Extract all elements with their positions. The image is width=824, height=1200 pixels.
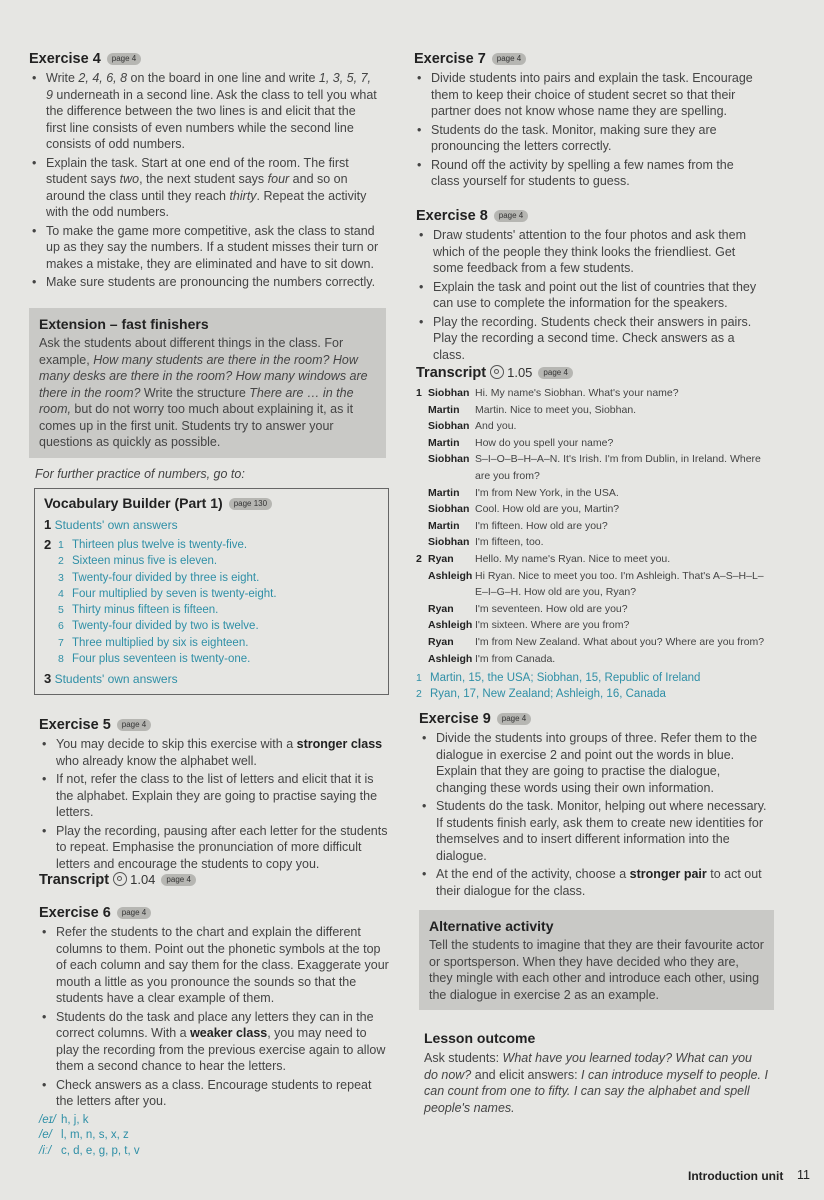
alternative-activity-heading: Alternative activity [429,918,554,934]
dialogue-line: Siobhan I'm fifteen, too. [416,534,766,551]
exercise-5-bullet-3: • Play the recording, pausing after each letter for the students to repeat. Emphasise the pronunciation of more difficult letters and encourage the students to copy you. [39,823,389,873]
dialogue-line: Siobhan S–I–O–B–H–A–N. It's Irish. I'm from Dublin, in Ireland. Where are you from? [416,451,766,484]
vocabulary-builder-box [34,488,389,695]
vb-item: 2 Sixteen minus five is eleven. [58,555,218,568]
exercise-8-heading: Exercise 8 page 4 [416,207,766,225]
speaker-name: Martin [428,436,460,449]
dialogue-line: Martin Martin. Nice to meet you, Siobhan. [416,402,766,419]
exercise-8-bullet-2: • Explain the task and point out the list of countries that they can use to complete the information for the speakers. [416,279,766,312]
phonetic-row: /iː/ c, d, e, g, p, t, v [39,1144,140,1157]
dialogue-line: Martin I'm from New York, in the USA. [416,485,766,502]
exercise-8 [416,207,766,363]
lesson-outcome-text: Ask students: What have you learned today? What can you do now? and elicit answers: I can introduce myself to people. I can count from one to fifty. I can say the alphabet and spell people's names. [424,1051,768,1115]
page-badge: page 4 [107,53,141,65]
transcript-1-05 [416,365,766,702]
dialogue-line: Siobhan Cool. How old are you, Martin? [416,501,766,518]
dialogue-line: Ashleigh I'm from Canada. [416,651,766,668]
exercise-5-heading: Exercise 5 page 4 [39,716,389,734]
page-badge: page 4 [497,713,531,725]
extension-heading: Extension – fast finishers [39,316,209,332]
dialogue-line: Ashleigh Hi Ryan. Nice to meet you too. I'm Ashleigh. That's A–S–H–L–E–I–G–H. How old are you, Ryan? [416,568,766,601]
exercise-6-heading: Exercise 6 page 4 [39,904,389,922]
exercise-7-heading: Exercise 7 page 4 [414,50,764,68]
dialogue-line: 2 Ryan Hello. My name's Ryan. Nice to meet you. [416,551,766,568]
exercise-5-bullet-1: • You may decide to skip this exercise with a stronger class who already know the alphabet well. [39,736,389,769]
exercise-4-heading: Exercise 4 page 4 [29,50,379,68]
vb-item: 8 Four plus seventeen is twenty-one. [58,653,251,666]
exercise-6-bullet-3: • Check answers as a class. Encourage students to repeat the letters after you. [39,1077,389,1110]
speaker-name: Ryan [428,635,454,648]
lesson-outcome [424,1030,769,1116]
alternative-activity-text: Tell the students to imagine that they are their favourite actor or sportsperson. When they have decided who they are, they mingle with each other and introduce each other, using the dialogue in exercise 2 as an example. [429,938,764,1002]
dialogue-line: 1 Siobhan Hi. My name's Siobhan. What's your name? [416,385,766,402]
vb-answer-1: 1 Students' own answers [44,517,178,532]
exercise-6 [39,904,389,1159]
transcript-answers [416,670,766,702]
speaker-name: Martin [428,403,460,416]
phonetic-row: /eɪ/ h, j, k [39,1113,89,1126]
vb-item: 5 Thirty minus fifteen is fifteen. [58,604,219,617]
dialogue-line: Ashleigh I'm sixteen. Where are you from? [416,617,766,634]
page-badge: page 4 [538,367,572,379]
speaker-name: Siobhan [428,387,470,399]
transcript-dialogue [416,385,766,667]
page-badge: page 4 [117,719,151,731]
vb-item: 3 Twenty-four divided by three is eight. [58,571,260,584]
speaker-name: Ashleigh [428,652,473,665]
audio-cd-icon [113,872,127,886]
extension-text: Ask the students about different things in the class. For example, How many students are there in the room? How many desks are there in the room? How many windows are there in the room? Write the structure There are … in the room, but do not worry too much about explaining it, as it comes up in the first unit. Students try to answer your questions as quickly as possible. [39,336,368,449]
vb-item: 7 Three multiplied by six is eighteen. [58,636,249,649]
speaker-name: Ryan [428,552,454,565]
page-badge: page 4 [494,210,528,222]
page-badge: page 4 [161,874,195,886]
exercise-7 [414,50,764,190]
exercise-8-bullet-3: • Play the recording. Students check their answers in pairs. Play the recording a second time. Check answers as a class. [416,314,766,364]
vocabulary-builder-heading: Vocabulary Builder (Part 1) page 130 [44,495,379,511]
exercise-9-bullet-3: • At the end of the activity, choose a stronger pair to act out their dialogue for the class. [419,866,769,899]
vb-item: 4 Four multiplied by seven is twenty-eight. [58,587,277,600]
exercise-4 [29,50,379,291]
alternative-activity-box [419,910,774,1010]
further-practice-note: For further practice of numbers, go to: [35,467,245,481]
exercise-4-bullet-2: • Explain the task. Start at one end of the room. The first student says two, the next student says four and so on around the class until they reach thirty. Repeat the activity with the odd numbers. [29,155,379,221]
dialogue-line: Martin How do you spell your name? [416,435,766,452]
speaker-name: Ryan [428,602,454,615]
speaker-name: Siobhan [428,420,470,433]
extension-box [29,308,386,458]
transcript-1-04 [39,872,196,888]
transcript-answer: 2 Ryan, 17, New Zealand; Ashleigh, 16, Canada [416,688,666,701]
dialogue-line: Siobhan And you. [416,418,766,435]
exercise-9-bullet-2: • Students do the task. Monitor, helping out where necessary. If students finish early, ask them to create new identities for themselves and to insert different information into the dialogue. [419,798,769,864]
transcript-heading: Transcript 1.04 page 4 [39,872,196,888]
dialogue-line: Ryan I'm from New Zealand. What about you? Where are you from? [416,634,766,651]
speaker-name: Martin [428,486,460,499]
exercise-9-heading: Exercise 9 page 4 [419,710,769,728]
exercise-4-bullet-1: • Write 2, 4, 6, 8 on the board in one line and write 1, 3, 5, 7, 9 underneath in a second line. Ask the class to tell you what the difference between the two lines is and elicit that the first line consists of even numbers while the second line consists of odd numbers. [29,70,379,153]
exercise-9-bullet-1: • Divide the students into groups of three. Refer them to the dialogue in exercise 2 and point out the words in blue. Explain that they are going to practise the dialogue, changing these words using their own information. [419,730,769,796]
transcript-heading: Transcript 1.05 page 4 [416,365,766,381]
exercise-6-bullet-2: • Students do the task and place any letters they can in the correct columns. With a weaker class, you may need to play the recording from the previous exercise again to allow them a second chance to hear the letters. [39,1009,389,1075]
exercise-8-bullet-1: • Draw students' attention to the four photos and ask them which of the people they think looks the friendliest. Get some feedback from a few students. [416,227,766,277]
speaker-name: Siobhan [428,536,470,549]
exercise-6-bullet-1: • Refer the students to the chart and explain the different columns to them. Point out the phonetic symbols at the top of each column and say them for the class. Exaggerate your mouth a little as you pronounce the sounds so that the students have a clear example of them. [39,924,389,1007]
footer-section: Introduction unit [688,1169,784,1183]
exercise-7-bullet-3: • Round off the activity by spelling a few names from the class yourself for students to guess. [414,157,764,190]
vb-answer-2: 2 1 Thirteen plus twelve is twenty-five. 2 Sixteen minus five is eleven. 3 Twenty-four divided by three is eight. 4 Four multiplied by seven is twenty-eight. 5 Thirty minus fifteen is fifteen. 6 Twenty-four divided by two is twelve. 7 Three multiplied by six is eighteen. 8 Four plus seventeen is twenty-one. [44,537,379,667]
vb-answer-3: 3 Students' own answers [44,671,178,687]
vb-item: 1 Thirteen plus twelve is twenty-five. [58,539,248,551]
page-badge: page 4 [492,53,526,65]
page-badge: page 130 [229,498,272,510]
exercise-4-bullet-3: • To make the game more competitive, ask the class to stand up as they say the numbers. If a student misses their turn or makes a mistake, they are eliminated and have to sit down. [29,223,379,273]
speaker-name: Siobhan [428,503,470,516]
exercise-5-bullet-2: • If not, refer the class to the list of letters and elicit that it is the alphabet. Explain they are going to practise saying the letters. [39,771,389,821]
exercise-4-bullet-4: • Make sure students are pronouncing the numbers correctly. [29,274,379,291]
phonetic-answers [39,1113,389,1160]
exercise-5 [39,716,389,872]
page-number: 11 [797,1168,810,1182]
exercise-7-bullet-2: • Students do the task. Monitor, making sure they are pronouncing the letters correctly. [414,122,764,155]
vb-item: 6 Twenty-four divided by two is twelve. [58,620,259,633]
exercise-9 [419,710,769,899]
audio-cd-icon [490,365,504,379]
page-badge: page 4 [117,907,151,919]
phonetic-row: /e/ l, m, n, s, x, z [39,1129,129,1141]
dialogue-line: Martin I'm fifteen. How old are you? [416,518,766,535]
exercise-7-bullet-1: • Divide students into pairs and explain the task. Encourage them to keep their choice of student secret so that their partner does not know whose name they are spelling. [414,70,764,120]
lesson-outcome-heading: Lesson outcome [424,1030,536,1046]
speaker-name: Martin [428,519,460,532]
transcript-answer: 1 Martin, 15, the USA; Siobhan, 15, Republic of Ireland [416,672,701,685]
dialogue-line: Ryan I'm seventeen. How old are you? [416,601,766,618]
speaker-name: Siobhan [428,453,470,466]
speaker-name: Ashleigh [428,619,473,632]
speaker-name: Ashleigh [428,569,473,582]
